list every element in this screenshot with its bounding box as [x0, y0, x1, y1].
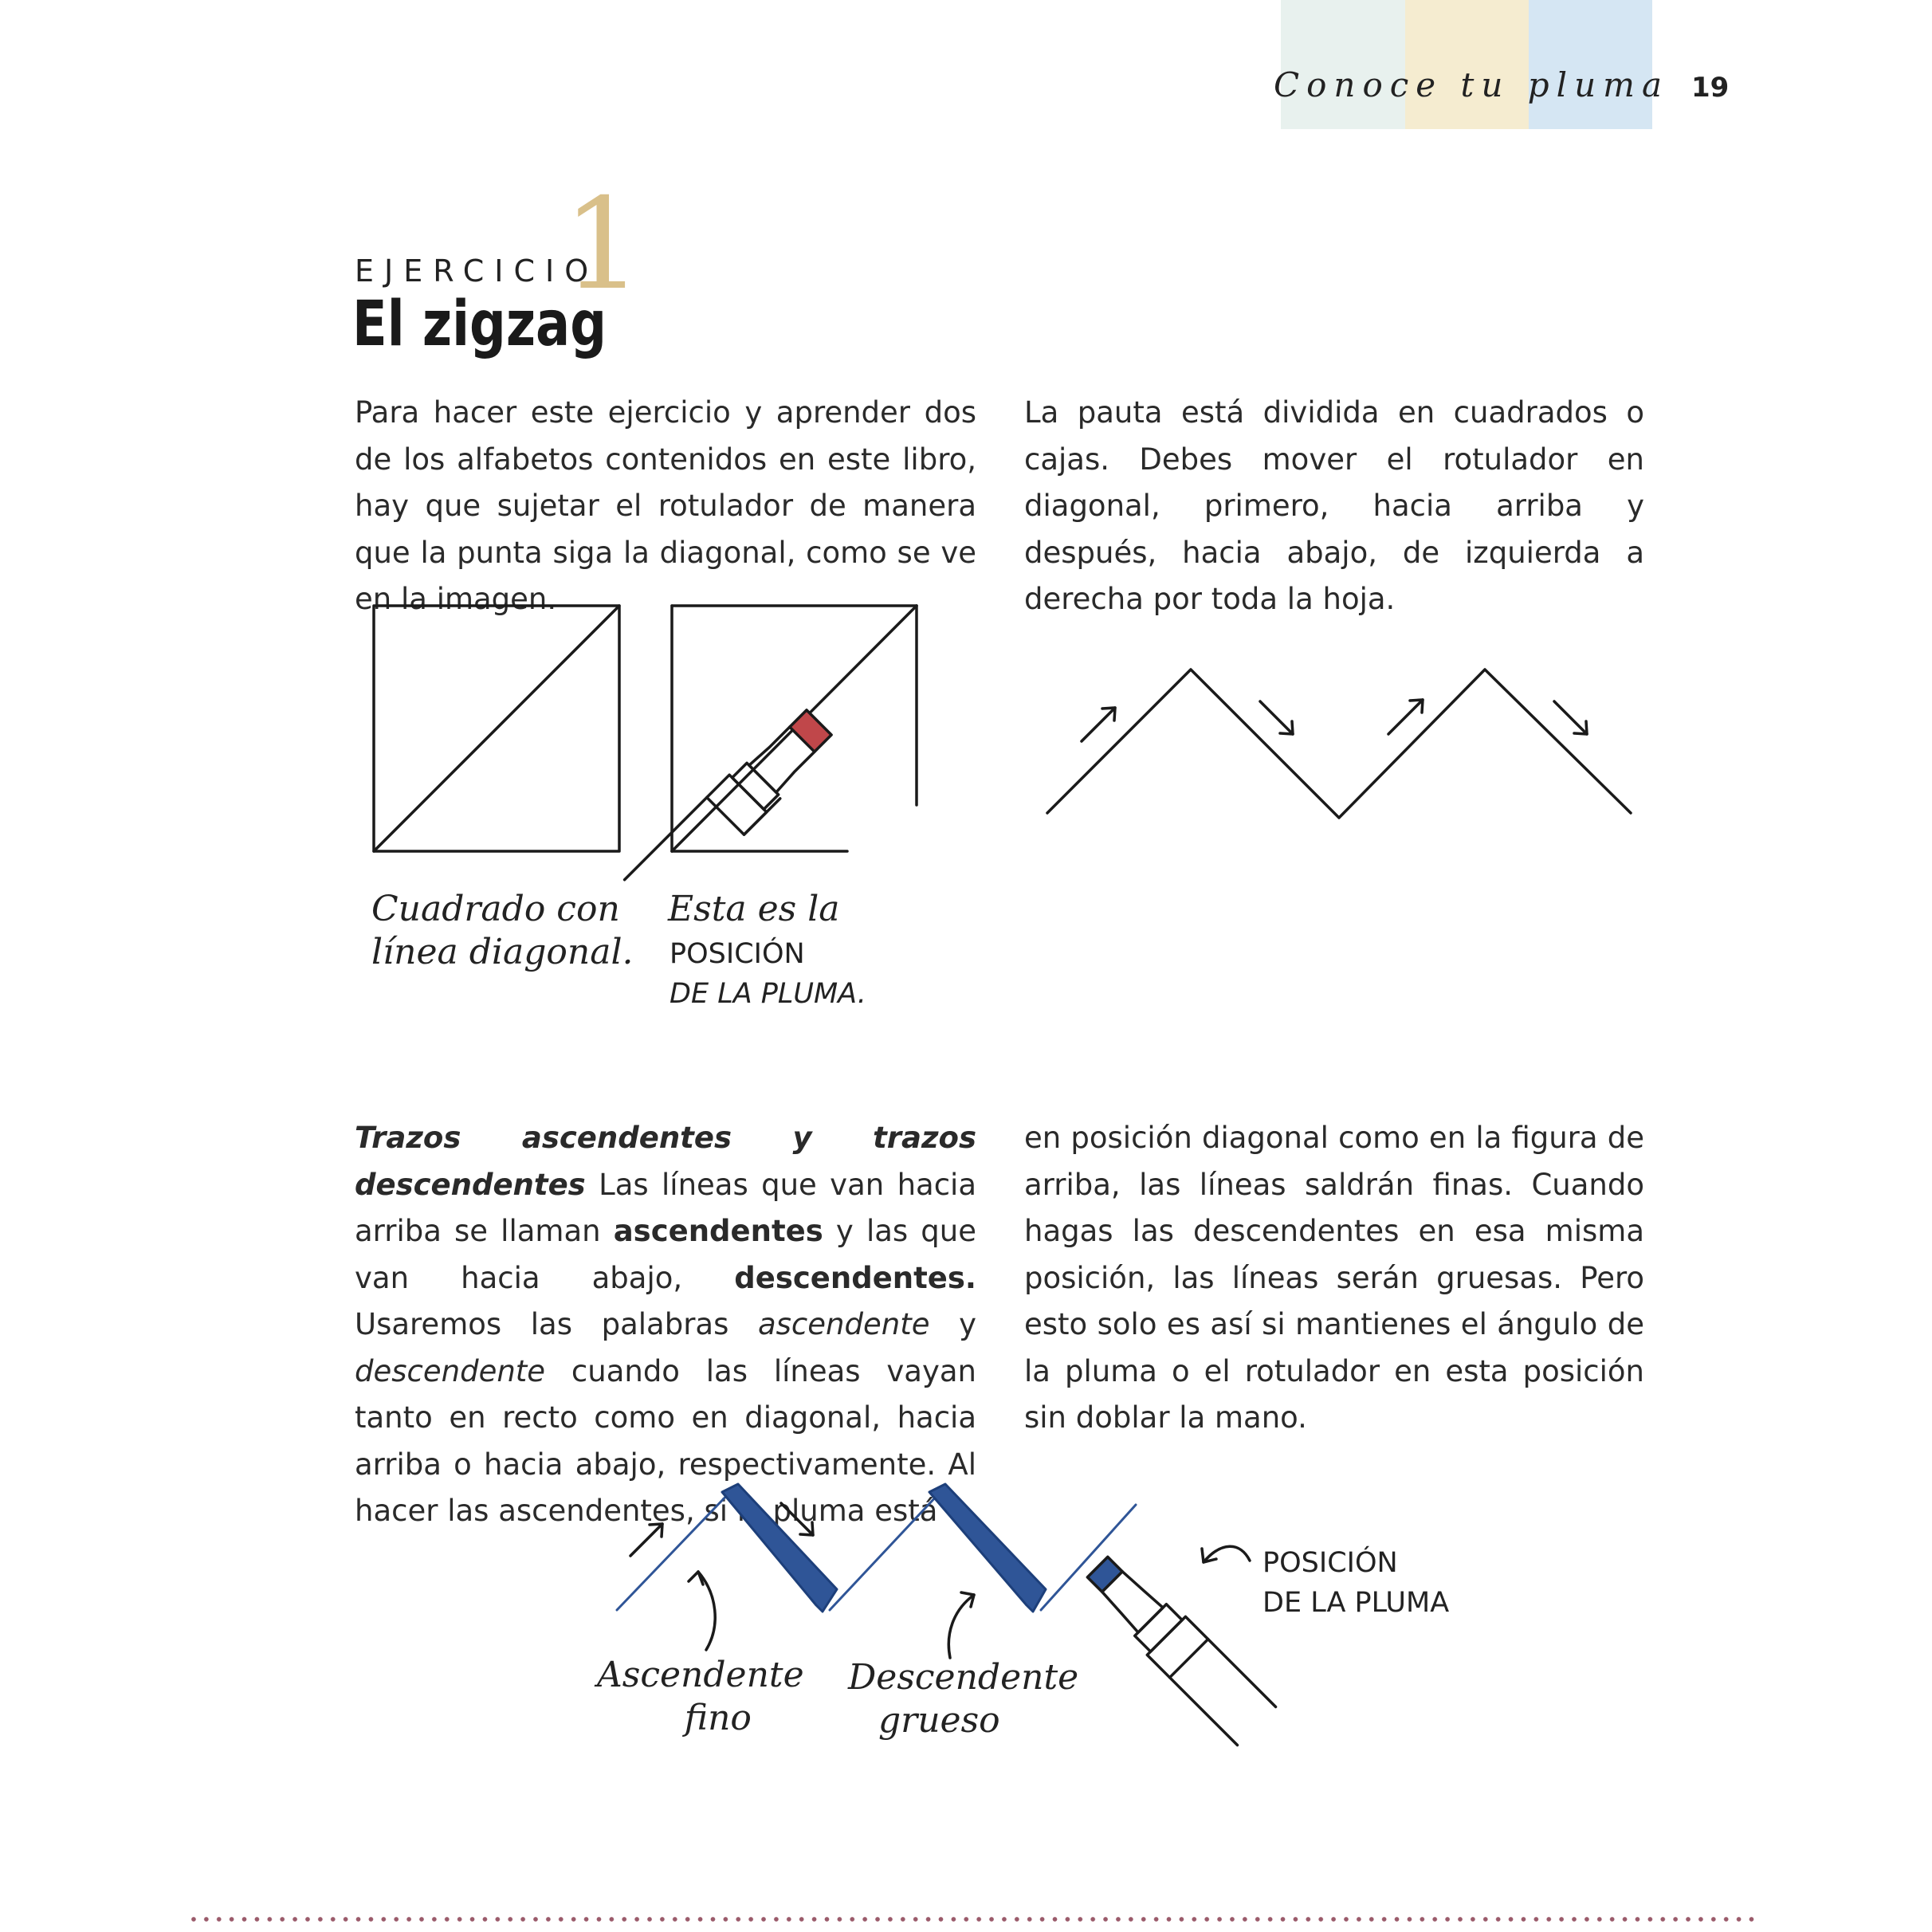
term-ascendentes: ascendentes	[613, 1214, 823, 1248]
exercise-label: EJERCICIO	[355, 253, 599, 289]
thin-stroke-2	[830, 1495, 937, 1610]
label-pen-line-2: DE LA PLUMA	[1262, 1587, 1450, 1619]
term-ascendente: ascendente	[757, 1307, 930, 1341]
strokes-text-5: cuando las líneas vayan tanto en recto como en diagonal, hacia arriba o hacia abajo, respectivamente. Al hacer las ascendentes, si la pluma está	[355, 1353, 976, 1528]
exercise-title: El zigzag	[352, 289, 607, 360]
arrow-down-icon	[781, 1503, 813, 1535]
strokes-text-1: Las líneas que van hacia arriba se llaman	[355, 1167, 976, 1248]
term-descendente: descendente	[355, 1353, 546, 1388]
strokes-paragraph-right: en posición diagonal como en la figura de arriba, las líneas saldrán finas. Cuando hagas las descendentes en esa misma posición, las líneas serán gruesas. Pero esto solo es así si mantienes el ángulo de la pluma o el rotulador en esta posición sin doblar la mano.	[1024, 1121, 1644, 1435]
running-title: Conoce tu pluma	[1274, 65, 1669, 104]
exercise-number: 1	[563, 171, 643, 318]
footer-dotted-rule	[187, 1916, 1757, 1922]
caption-square-line-2: línea diagonal.	[371, 932, 634, 972]
label-pen-line-1: POSICIÓN	[1262, 1547, 1398, 1579]
strokes-text-3: Usaremos las palabras	[355, 1307, 758, 1341]
intro-paragraph-left: Para hacer este ejercicio y aprender dos de los alfabetos contenidos en este libro, hay que sujetar el rotulador de manera que la punta siga la diagonal, como se ve en la imagen.	[355, 395, 976, 616]
strokes-text-4: y	[929, 1307, 976, 1341]
caption-square-line-1: Cuadrado con	[371, 889, 620, 929]
label-ascendente-line-2: fino	[684, 1698, 752, 1738]
label-descendente-line-2: grueso	[878, 1700, 1000, 1741]
caption-pen-heading: Esta es la	[668, 889, 840, 929]
label-descendente-grueso	[848, 1656, 1078, 1742]
caption-pen-line-2: POSICIÓN	[670, 938, 805, 970]
term-descendentes: descendentes.	[734, 1260, 976, 1295]
pointer-ascendente-icon	[698, 1572, 715, 1650]
thin-stroke-3	[1041, 1505, 1136, 1610]
label-ascendente-fino	[597, 1654, 804, 1740]
arrow-up-icon	[630, 1524, 662, 1556]
label-pen-position	[1262, 1543, 1449, 1623]
thick-stroke-2	[929, 1484, 1046, 1612]
label-ascendente-line-1: Ascendente	[597, 1655, 804, 1695]
label-descendente-line-1: Descendente	[848, 1657, 1079, 1698]
page-number: 19	[1691, 72, 1730, 104]
strokes-lead-in: Trazos ascendentes y trazos descendentes	[355, 1121, 976, 1202]
pen-icon	[1078, 1548, 1275, 1745]
intro-paragraph-right: La pauta está dividida en cuadrados o cajas. Debes mover el rotulador en diagonal, primero, hacia arriba y después, hacia abajo, de izquierda a derecha por toda la hoja.	[1024, 395, 1644, 616]
strokes-text-2: y las que van hacia abajo,	[355, 1214, 976, 1295]
thick-stroke-1	[722, 1484, 837, 1612]
caption-pen-line-3: DE LA PLUMA.	[670, 978, 866, 1010]
